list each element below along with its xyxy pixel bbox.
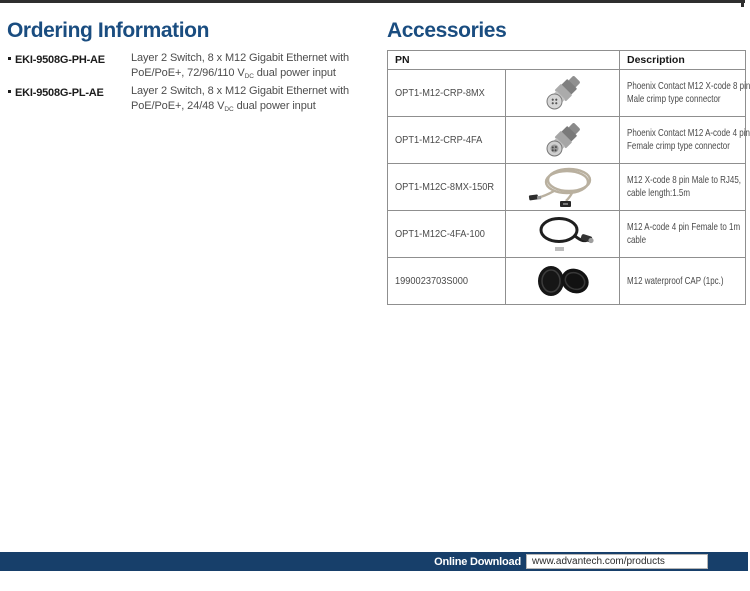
- part-description: Layer 2 Switch, 8 x M12 Gigabit Ethernet with PoE/PoE+, 24/48 $V_{DC}$ dual power input: [131, 85, 350, 113]
- description-cell: Phoenix Contact M12 A-code 4 pin Female crimp type connector: [620, 117, 746, 164]
- top-divider-tick: [741, 0, 744, 7]
- image-cell: [506, 117, 620, 164]
- pn-cell: OPT1-M12-CRP-4FA: [388, 117, 506, 164]
- ordering-information-title: Ordering Information: [7, 19, 210, 42]
- pn-cell: OPT1-M12-CRP-8MX: [388, 70, 506, 117]
- description-cell: M12 X-code 8 pin Male to RJ45, cable length:1.5m: [620, 164, 746, 211]
- ordering-information-section: [7, 20, 379, 117]
- description-column-header: Description: [620, 51, 746, 70]
- pn-cell: OPT1-M12C-4FA-100: [388, 211, 506, 258]
- m12c-4fa-100-cable-photo: [531, 212, 595, 256]
- m12-crp-4fa-photo: [541, 118, 585, 162]
- table-row: [388, 117, 746, 164]
- accessories-section: [387, 19, 750, 305]
- online-download-label: Online Download: [434, 555, 521, 568]
- m12-waterproof-caps-photo: [534, 261, 592, 301]
- pn-cell: OPT1-M12C-8MX-150R: [388, 164, 506, 211]
- subscript-dc: DC: [224, 106, 234, 113]
- table-row: [388, 70, 746, 117]
- ordering-list: [7, 51, 379, 117]
- description-cell: Phoenix Contact M12 X-code 8 pin Male crimp type connector: [620, 70, 746, 117]
- accessories-table: [387, 50, 750, 305]
- part-number: EKI-9508G-PH-AE: [15, 54, 105, 66]
- table-row: [388, 211, 746, 258]
- image-cell: [506, 258, 620, 305]
- m12-crp-8mx-photo: [541, 71, 585, 115]
- table-header-row: [388, 51, 746, 70]
- image-cell: [506, 211, 620, 258]
- image-cell: [506, 164, 620, 211]
- online-download-bar: [0, 552, 748, 571]
- accessories-title: Accessories: [387, 19, 507, 42]
- part-description: Layer 2 Switch, 8 x M12 Gigabit Ethernet with PoE/PoE+, 72/96/110 $V_{DC}$ dual power input: [131, 52, 350, 80]
- pn-column-header: PN: [388, 51, 620, 70]
- description-cell: M12 A-code 4 pin Female to 1m cable: [620, 211, 746, 258]
- table-row: [388, 258, 746, 305]
- list-item: [7, 84, 379, 117]
- description-cell: M12 waterproof CAP (1pc.): [620, 258, 746, 305]
- bullet-icon: [8, 57, 11, 60]
- table-row: [388, 164, 746, 211]
- image-cell: [506, 70, 620, 117]
- m12c-8mx-150r-cable-photo: [527, 165, 599, 209]
- pn-cell: 1990023703S000: [388, 258, 506, 305]
- download-url[interactable]: www.advantech.com/products: [526, 554, 708, 569]
- list-item: [7, 51, 379, 84]
- bullet-icon: [8, 90, 11, 93]
- part-number: EKI-9508G-PL-AE: [15, 87, 104, 99]
- top-divider-rule: [0, 0, 745, 3]
- subscript-dc: DC: [244, 73, 254, 80]
